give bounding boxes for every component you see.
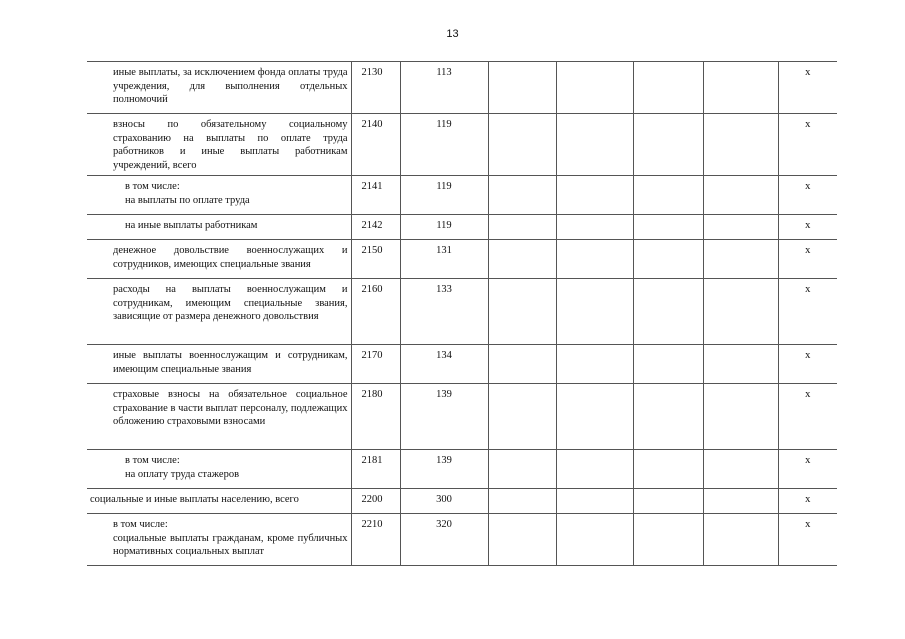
- row-code: 2140: [351, 114, 400, 176]
- table-row: [87, 215, 837, 240]
- description-line: в том числе:: [125, 181, 180, 192]
- empty-cell: [488, 240, 556, 279]
- row-description: [87, 384, 351, 450]
- empty-cell: [703, 384, 778, 450]
- row-mark: х: [778, 62, 837, 114]
- table-row: [87, 279, 837, 345]
- empty-cell: [633, 176, 703, 215]
- row-kbk-code: 113: [400, 62, 488, 114]
- row-code: 2181: [351, 450, 400, 489]
- description-line: взносы по обязательному социальному страхованию на выплаты по оплате труда работников и иные выплаты работникам учреждений, всего: [113, 119, 348, 171]
- description-line: денежное довольствие военнослужащих и сотрудников, имеющих специальные звания: [113, 245, 348, 270]
- empty-cell: [556, 514, 633, 566]
- empty-cell: [488, 489, 556, 514]
- row-code: 2210: [351, 514, 400, 566]
- row-code: 2141: [351, 176, 400, 215]
- empty-cell: [633, 489, 703, 514]
- empty-cell: [633, 450, 703, 489]
- table-row: [87, 384, 837, 450]
- empty-cell: [633, 345, 703, 384]
- row-kbk-code: 320: [400, 514, 488, 566]
- empty-cell: [488, 62, 556, 114]
- empty-cell: [633, 384, 703, 450]
- empty-cell: [633, 279, 703, 345]
- empty-cell: [633, 514, 703, 566]
- empty-cell: [633, 240, 703, 279]
- empty-cell: [703, 345, 778, 384]
- row-code: 2142: [351, 215, 400, 240]
- table-row: [87, 514, 837, 566]
- table-row: [87, 450, 837, 489]
- row-kbk-code: 139: [400, 384, 488, 450]
- empty-cell: [633, 215, 703, 240]
- empty-cell: [556, 176, 633, 215]
- description-line: страховые взносы на обязательное социальное страхование в части выплат персоналу, подлежащих обложению страховыми взносами: [113, 389, 348, 427]
- table-row: [87, 114, 837, 176]
- row-kbk-code: 119: [400, 114, 488, 176]
- row-kbk-code: 119: [400, 215, 488, 240]
- description-line: социальные выплаты гражданам, кроме публичных нормативных социальных выплат: [113, 532, 348, 557]
- empty-cell: [556, 215, 633, 240]
- row-description: [87, 345, 351, 384]
- description-line: социальные и иные выплаты населению, всего: [90, 494, 299, 505]
- empty-cell: [633, 114, 703, 176]
- row-code: 2150: [351, 240, 400, 279]
- empty-cell: [633, 62, 703, 114]
- table-row: [87, 345, 837, 384]
- empty-cell: [488, 384, 556, 450]
- row-code: 2160: [351, 279, 400, 345]
- expenditure-table: [87, 61, 837, 566]
- row-code: 2170: [351, 345, 400, 384]
- row-code: 2180: [351, 384, 400, 450]
- empty-cell: [556, 489, 633, 514]
- empty-cell: [703, 240, 778, 279]
- row-kbk-code: 133: [400, 279, 488, 345]
- description-line: иные выплаты военнослужащим и сотрудникам, имеющим специальные звания: [113, 350, 348, 375]
- description-line: на иные выплаты работникам: [125, 220, 258, 231]
- description-line: в том числе:: [125, 455, 180, 466]
- row-code: 2130: [351, 62, 400, 114]
- empty-cell: [488, 514, 556, 566]
- row-mark: х: [778, 384, 837, 450]
- row-description: [87, 215, 351, 240]
- row-mark: х: [778, 514, 837, 566]
- description-line: в том числе:: [113, 519, 168, 530]
- empty-cell: [488, 114, 556, 176]
- empty-cell: [703, 450, 778, 489]
- row-kbk-code: 300: [400, 489, 488, 514]
- row-kbk-code: 131: [400, 240, 488, 279]
- row-description: [87, 514, 351, 566]
- row-description: [87, 114, 351, 176]
- empty-cell: [556, 62, 633, 114]
- description-line: расходы на выплаты военнослужащим и сотрудникам, имеющим специальные звания, зависящие от размера денежного довольствия: [113, 284, 348, 322]
- empty-cell: [703, 114, 778, 176]
- row-code: 2200: [351, 489, 400, 514]
- row-mark: х: [778, 279, 837, 345]
- empty-cell: [703, 279, 778, 345]
- row-description: [87, 489, 351, 514]
- row-mark: х: [778, 450, 837, 489]
- empty-cell: [703, 489, 778, 514]
- empty-cell: [703, 215, 778, 240]
- description-line: на оплату труда стажеров: [125, 468, 240, 480]
- table-body: [87, 62, 837, 566]
- empty-cell: [488, 176, 556, 215]
- empty-cell: [556, 240, 633, 279]
- empty-cell: [488, 345, 556, 384]
- empty-cell: [556, 450, 633, 489]
- row-mark: х: [778, 489, 837, 514]
- table-row: [87, 240, 837, 279]
- row-kbk-code: 134: [400, 345, 488, 384]
- page-number: 13: [446, 28, 459, 40]
- table-row: [87, 489, 837, 514]
- row-description: [87, 450, 351, 489]
- row-description: [87, 240, 351, 279]
- row-description: [87, 62, 351, 114]
- row-mark: х: [778, 345, 837, 384]
- empty-cell: [556, 114, 633, 176]
- description-line: на выплаты по оплате труда: [125, 194, 250, 206]
- row-description: [87, 176, 351, 215]
- empty-cell: [556, 384, 633, 450]
- row-description: [87, 279, 351, 345]
- empty-cell: [556, 345, 633, 384]
- description-line: иные выплаты, за исключением фонда оплаты труда учреждения, для выполнения отдельных полномочий: [113, 67, 348, 105]
- row-mark: х: [778, 240, 837, 279]
- table-row: [87, 176, 837, 215]
- row-mark: х: [778, 215, 837, 240]
- empty-cell: [488, 215, 556, 240]
- row-mark: х: [778, 114, 837, 176]
- row-kbk-code: 139: [400, 450, 488, 489]
- empty-cell: [703, 514, 778, 566]
- row-kbk-code: 119: [400, 176, 488, 215]
- empty-cell: [488, 450, 556, 489]
- empty-cell: [703, 176, 778, 215]
- table-row: [87, 62, 837, 114]
- empty-cell: [703, 62, 778, 114]
- empty-cell: [556, 279, 633, 345]
- empty-cell: [488, 279, 556, 345]
- row-mark: х: [778, 176, 837, 215]
